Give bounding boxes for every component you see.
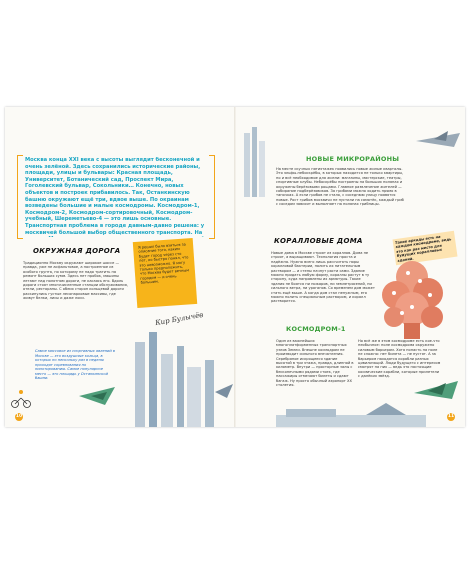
ring-road-body: Традиционно Москву окружают широкое шоссе — правда, уже не асфальтовое, а построенное из особого грунта, по которому не надо тратить на ремонт больших сумм. Здесь нет пробок, машины летают над полотном дороги, не касаясь его. Вдоль дороги стоят многочисленные станции обслуживания, отели, рестораны. С обеих сторон кольцевой дороги раскинулись густые лесопарковые массивы, где живут белки, лисы и даже лоси. <box>23 261 128 301</box>
cosmodrome-body-right: Но всё же в этом космодроме есть кое-что необычное: поле космодрома окружено силовым барьером. Хотя попасть на поле не сложно: нет билета — не пустят. А за барьером находятся корабли разных цивилизаций. Люди будущего с интересом смотрят на них — ведь это настоящие космические корабли, которые прилетели с далёких звёзд. <box>358 339 441 379</box>
book-spread <box>5 107 465 427</box>
microdistricts-heading: НОВЫЕ МИКРОРАЙОНЫ <box>306 155 400 163</box>
cosmodrome-heading: КОСМОДРОМ-1 <box>286 325 346 333</box>
spacecraft-illustration <box>414 127 462 155</box>
tower <box>149 332 157 427</box>
skyscraper-illustration <box>240 127 268 197</box>
coral-houses-heading: КОРАЛЛОВЫЕ ДОМА <box>274 237 363 245</box>
tower <box>161 354 173 427</box>
rocket <box>215 384 233 398</box>
cosmodrome-body-left: Один из важнейших многоплатформенных транспортных узлов Земли. Внешне космодром не производит сильного впечатления. Серебряное искрящееся здание высотой в три этажа, правда, длинной в километр. Внутри — просторные залы с бесконечными рядами стоек, где пассажиры отмечают билеты и сдают багаж. Ну просто обычный аэропорт XX столетия. <box>276 339 354 388</box>
lead-bracket-right <box>209 155 215 239</box>
right-page <box>236 107 465 427</box>
cyclist-illustration <box>11 387 31 409</box>
left-page <box>5 107 234 427</box>
lead-text: Москва конца XXI века с высоты выглядит бесконечной и очень зелёной. Здесь сохранились исторические районы, площади, улицы и бульвары: Красная площадь, Университет, Ботанический сад, Проспект Мира, Гоголевский бульвар, Сокольники… Конечно, новых объектов и построек прибавилось. Так, Останкинскую башню окружают ещё три, вдвое выше. По окраинам возведены большие и малые космодромы. Космодром-1, Космодром-2, Космодром-сортировочный, Космодром-учебный, Шереметьево-4 — это лишь основные. Транспортная проблема в городе давным-давно решена: у москвичей большой выбор общественного транспорта. На <box>25 157 205 236</box>
microdistricts-body: На месте скучных пятиэтажек появились новые жилые кварталы. Это эльфы-небоскрёбы, в которых находится не только квартиры, но и всё необходимое для жизни: магазины, мастерские, театры, спортивные клубы. Небоскрёбы построены на больших полянах и окружены берёзовыми рощами. Главное развлечение жителей — собирание подберёзовиков. За грибами можно ходить прямо в тапочках. А если грибов не стало, с соседнюю улицу появятся новые. Рост грибов москвичи не пустили на самотёк, каждый гриб с соседом зависит и выполняет на полянах грибницы. <box>276 167 404 207</box>
side-note: Самое массовое из спортивных явлений в Москве — это воздушные кольца, в которых по нескольку раз в неделю проходят соревнования по пилотированию. Самое популярное место — это площадь у Останкинской башни. <box>35 349 115 380</box>
ring-road-heading: ОКРУЖНАЯ ДОРОГА <box>33 247 121 255</box>
tower <box>205 360 214 427</box>
tower <box>177 346 184 427</box>
left-page-number: 10 <box>15 414 23 419</box>
spaceport-illustration <box>276 399 426 427</box>
green-ship-illustration <box>77 383 117 409</box>
city-towers-illustration <box>115 332 235 427</box>
author-signature: Кир Булычёв <box>154 310 204 328</box>
green-shuttle-illustration <box>412 373 460 403</box>
tower <box>187 367 201 427</box>
coral-tag-note: Такие аркады есть на каждом космодроме, ведь это как раз место для будущих коралловых зданий. <box>392 231 457 265</box>
author-quote-text: Я решил было взяться за описание того, каким будет город через сто лет, но быстро понял, что это невозможно. Я могу только предположить, что Москва будет вечным городом — и очень большим. <box>138 242 190 285</box>
author-quote-sticky <box>133 238 197 308</box>
coral-houses-body: Новые дома в Москве строят из кораллов. Дома не строят, а выращивают. Технология проста и надёжна. Нужно всего лишь рассчитать поры коралловой бактерии, полить их питательным раствором — и стены начнут расти сами. Здание можно придать любую форму, кораллы растут в ту сторону, куда направлены их арматуры. Такие здания не боятся ни пожаров, ни землетрясений, ни сильного ветра, ни ураганов. Со временем дом может стать ещё выше. А когда дом стал ненужным, его можно полить специальным раствором, и коралл растворится. <box>271 251 375 304</box>
lead-bracket-left <box>17 155 23 239</box>
right-page-number: 11 <box>447 414 455 419</box>
tower <box>135 342 145 427</box>
coral-building-illustration <box>374 257 450 339</box>
